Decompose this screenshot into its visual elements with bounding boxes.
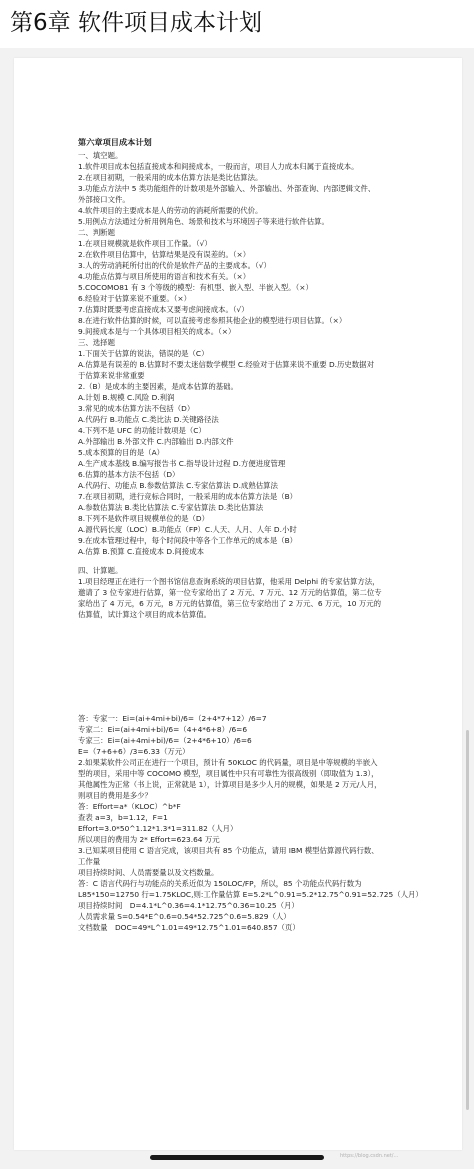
document-line: 专家三：Ei=(ai+4mi+bi)/6=（2+4*6+10）/6=6 — [78, 736, 252, 745]
document-line: 2.（B）是成本的主要因素，是成本估算的基础。 — [78, 382, 238, 391]
document-line: 答：专家一：Ei=(ai+4mi+bi)/6=（2+4*7+12）/6=7 — [78, 714, 267, 723]
document-line: A.估算是有误差的 B.估算时不要太迷信数学模型 C.经验对于估算来说不重要 D.历史数据对 — [78, 360, 374, 369]
document-line: E=（7+6+6）/3=6.33（万元） — [78, 747, 190, 756]
document-line: 于估算来说非常重要 — [78, 371, 145, 380]
document-line: 1.在项目规模就是软件项目工作量。（√） — [78, 239, 212, 248]
document-line: 6.估算的基本方法不包括（D） — [78, 470, 180, 479]
document-line: 6.经验对于估算来说不重要。（×） — [78, 294, 192, 303]
answers-block — [78, 713, 448, 933]
document-line: A.计划 B.规模 C.风险 D.利润 — [78, 393, 175, 402]
document-line: 家给出了 4 万元，6 万元，8 万元的估算值，第三位专家给出了 2 万元、6 万元，10 万元的 — [78, 599, 381, 608]
document-line: 估算值，试计算这个项目的成本估算值。 — [78, 610, 212, 619]
document-line: 4.下列不是 UFC 的功能计数项是（C） — [78, 426, 206, 435]
home-indicator[interactable] — [150, 1155, 324, 1160]
document-line: 7.在项目初期，进行竞标合同时，一般采用的成本估算方法是（B） — [78, 492, 298, 501]
document-line: 二、判断题 — [78, 228, 115, 237]
document-line: 文档数量 DOC=49*L^1.01=49*12.75^1.01=640.857（页） — [78, 923, 300, 932]
document-line: 3.功能点方法中 5 类功能组件的计数项是外部输入、外部输出、外部查询、内部逻辑文件、 — [78, 184, 376, 193]
document-line: 3.人的劳动消耗所付出的代价是软件产品的主要成本。（√） — [78, 261, 271, 270]
document-line: 9.在成本管理过程中，每个时间段中等各个工作单元的成本是（B） — [78, 536, 298, 545]
questions-block — [78, 150, 448, 557]
document-line: 2.在项目初期，一般采用的成本估算方法是类比估算法。 — [78, 173, 263, 182]
document-line: 答：C 语言代码行与功能点的关系近似为 150LOC/FP，所以，85 个功能点代码行数为 — [78, 879, 362, 888]
document-line: 1.软件项目成本包括直接成本和间接成本，一般而言，项目人力成本归属于直接成本。 — [78, 162, 359, 171]
document-line: A.源代码长度（LOC）B.功能点（FP）C.人天、人月、人年 D.小时 — [78, 525, 297, 534]
document-line: 外部接口文件。 — [78, 195, 130, 204]
document-line: 邀请了 3 位专家进行估算，第一位专家给出了 2 万元、7 万元、12 万元的估算值，第二位专 — [78, 588, 382, 597]
page-title: 第6章 软件项目成本计划 — [10, 10, 262, 36]
calculation-questions-block — [78, 565, 448, 620]
scrollbar[interactable] — [466, 730, 469, 1110]
document-line: A.估算 B.预算 C.直接成本 D.间接成本 — [78, 547, 204, 556]
document-line: 四、计算题。 — [78, 566, 123, 575]
document-line: 7.估算时既要考虑直接成本又要考虑间接成本。（√） — [78, 305, 249, 314]
document-line: 答：Effort=a*（KLOC）^b*F — [78, 802, 181, 811]
document-line: A.外部输出 B.外部文件 C.内部输出 D.内部文件 — [78, 437, 234, 446]
document-line: 工作量 — [78, 857, 101, 866]
document-line: 3.已知某项目使用 C 语言完成，该项目共有 85 个功能点，请用 IBM 模型估算源代码行数、 — [78, 846, 379, 855]
document-line: 一、填空题。 — [78, 151, 123, 160]
document-line: A.生产成本基线 B.编写报告书 C.指导设计过程 D.方便进度管理 — [78, 459, 286, 468]
document-line: A.代码行 B.功能点 C.类比法 D.关键路径法 — [78, 415, 219, 424]
document-line: 3.常见的成本估算方法不包括（D） — [78, 404, 195, 413]
document-line: 8.下列不是软件项目规模单位的是（D） — [78, 514, 209, 523]
document-line: 9.间接成本是与一个具体项目相关的成本。（×） — [78, 327, 236, 336]
document-line: 型的项目，采用中等 COCOMO 模型，项目属性中只有可靠性为很高级别（即取值为 1.3）， — [78, 769, 379, 778]
document-line: Effort=3.0*50^1.12*1.3*1=311.82（人月） — [78, 824, 238, 833]
document-line: 1.项目经理正在进行一个图书馆信息查询系统的项目估算，他采用 Delphi 的专家估算方法， — [78, 577, 380, 586]
document-line: 5.用例点方法通过分析用例角色、场景和技术与环境因子等来进行软件估算。 — [78, 217, 329, 226]
document-line: 项目持续时间、人员需要量以及文档数量。 — [78, 868, 219, 877]
document-line: 8.在进行软件估算的时候，可以直接考虑参照其他企业的模型进行项目估算。（×） — [78, 316, 347, 325]
document-line: L85*150=12750 行=1.75KLOC,则:工作量估算 E=5.2*L^0.91=5.2*12.75^0.91=52.725（人月） — [78, 890, 423, 899]
watermark-text: https://blog.csdn.net/... — [340, 1153, 399, 1159]
document-line: 其他属性为正常（书上说，正常就是 1），计算项目是多少人月的规模，如果是 2 万元/人月， — [78, 780, 382, 789]
document-line: 4.功能点估算与项目所使用的语言和技术有关。（×） — [78, 272, 251, 281]
document-line: 2.在软件项目估算中，估算结果是没有误差的。（×） — [78, 250, 251, 259]
document-line: 专家二：Ei=(ai+4mi+bi)/6=（4+4*6+8）/6=6 — [78, 725, 248, 734]
document-line: 所以项目的费用为 2* Effort=623.64 万元 — [78, 835, 220, 844]
document-line: 1.下面关于估算的说法，错误的是（C） — [78, 349, 209, 358]
document-line: A.代码行、功能点 B.参数估算法 C.专家估算法 D.成熟估算法 — [78, 481, 278, 490]
document-body — [78, 137, 448, 933]
chapter-heading: 第六章项目成本计划 — [78, 137, 152, 147]
document-line: A.参数估算法 B.类比估算法 C.专家估算法 D.类比估算法 — [78, 503, 264, 512]
document-line: 人员需求量 S=0.54*E^0.6=0.54*52.725^0.6=5.829（人） — [78, 912, 291, 921]
document-line: 5.COCOMO81 有 3 个等级的模型：有机型、嵌入型、半嵌入型。（×） — [78, 283, 313, 292]
document-line: 5.成本预算的目的是（A） — [78, 448, 165, 457]
document-line: 4.软件项目的主要成本是人的劳动的消耗所需要的代价。 — [78, 206, 263, 215]
document-line: 三、选择题 — [78, 338, 115, 347]
document-line: 项目持续时间 D=4.1*L^0.36=4.1*12.75^0.36=10.25（月） — [78, 901, 299, 910]
document-line: 则项目的费用是多少？ — [78, 791, 152, 800]
document-line: 查表 a=3，b=1.12，F=1 — [78, 813, 168, 822]
document-line: 2.如果某软件公司正在进行一个项目，预计有 50KLOC 的代码量，项目是中等规模的半嵌入 — [78, 758, 378, 767]
